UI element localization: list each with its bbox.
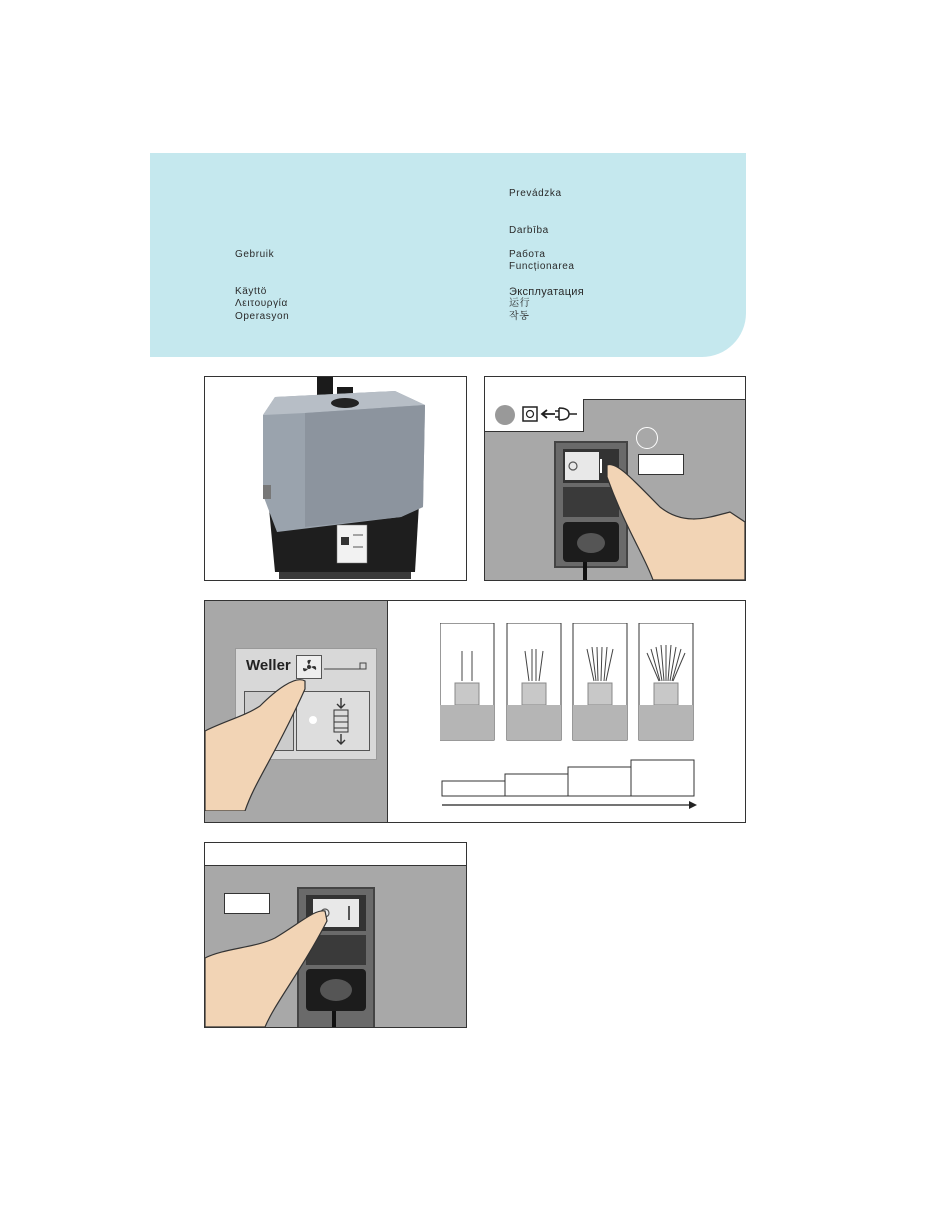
label-russian: Эксплуатация bbox=[509, 286, 585, 298]
label-dutch: Gebruik bbox=[235, 249, 275, 260]
label-turkish: Operasyon bbox=[235, 311, 290, 322]
fume-extractor-illustration bbox=[205, 377, 466, 580]
label-greek: Λειτουργία bbox=[235, 298, 288, 309]
power-off-panel bbox=[204, 842, 467, 1028]
airflow-levels-illustration bbox=[440, 623, 696, 743]
label-romanian: Funcționarea bbox=[509, 261, 575, 272]
airflow-level-4 bbox=[639, 623, 693, 740]
airflow-level-3 bbox=[573, 623, 627, 740]
speed-scale-icon bbox=[324, 661, 368, 671]
label-latvian: Darbība bbox=[509, 225, 549, 236]
power-on-panel bbox=[484, 376, 746, 581]
speed-steps-diagram bbox=[441, 759, 703, 813]
airflow-level-1 bbox=[440, 623, 494, 740]
label-slovak: Prevádzka bbox=[509, 188, 562, 199]
label-finnish: Käyttö bbox=[235, 286, 267, 297]
power-switch-off-illustration bbox=[205, 843, 466, 1027]
airflow-level-2 bbox=[507, 623, 561, 740]
control-panel-photo bbox=[205, 601, 388, 822]
device-photo-panel bbox=[204, 376, 467, 581]
fan-speed-panel bbox=[204, 600, 746, 823]
power-switch-illustration bbox=[485, 377, 745, 580]
weller-logo: Weller bbox=[246, 657, 291, 674]
hand-pointer-illustration bbox=[205, 661, 315, 811]
label-bulgarian: Работа bbox=[509, 249, 546, 260]
label-korean: 작동 bbox=[509, 311, 530, 322]
label-chinese: 运行 bbox=[509, 298, 531, 309]
filter-icon bbox=[331, 698, 351, 746]
